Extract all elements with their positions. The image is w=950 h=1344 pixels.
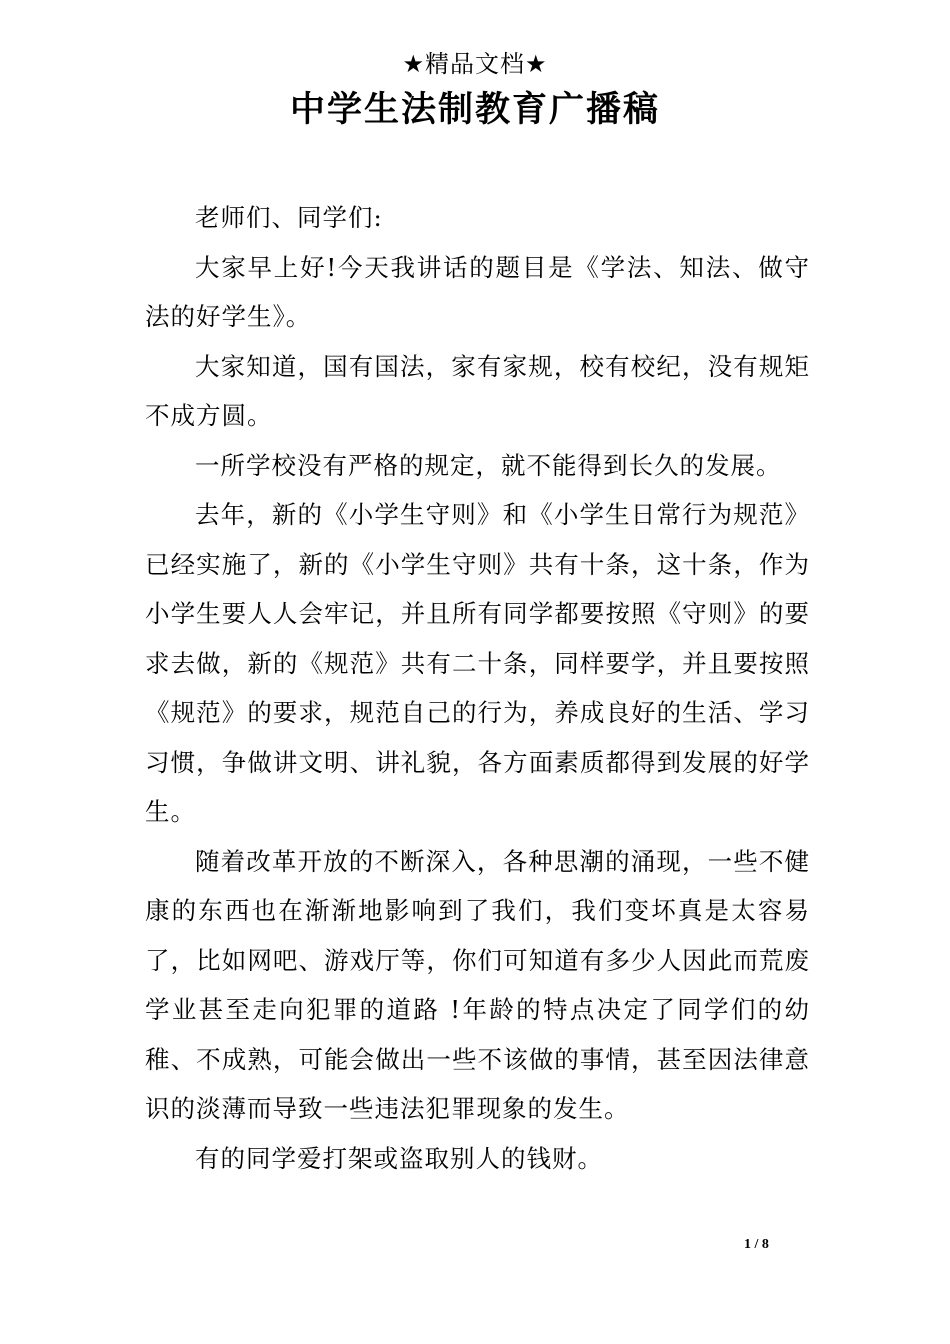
paragraph-rules: 大家知道，国有国法，家有家规，校有校纪，没有规矩不成方圆。	[145, 351, 810, 430]
paragraph-topic: 大家早上好!今天我讲话的题目是《学法、知法、做守法的好学生》。	[145, 252, 810, 331]
paragraph-influence: 随着改革开放的不断深入，各种思潮的涌现，一些不健康的东西也在渐渐地影响到了我们，我们变坏真是太容易了，比如网吧、游戏厅等，你们可知道有多少人因此而荒废学业甚至走向犯罪的道路 !年龄的特点决定了同学们的幼稚、不成熟，可能会做出一些不该做的事情，甚至因法律意识的淡薄而导致一些违法犯罪现象的发生。	[145, 846, 810, 1123]
paragraph-greeting: 老师们、同学们:	[195, 203, 383, 232]
paragraph-behavior: 有的同学爱打架或盗取别人的钱财。	[195, 1143, 603, 1173]
document-title: 中学生法制教育广播稿	[289, 89, 660, 130]
paragraph-school: 一所学校没有严格的规定，就不能得到长久的发展。	[195, 450, 782, 480]
document-body	[145, 193, 810, 1183]
paragraph-codes: 去年，新的《小学生守则》和《小学生日常行为规范》已经实施了，新的《小学生守则》共有十条，这十条，作为小学生要人人会牢记，并且所有同学都要按照《守则》的要求去做，新的《规范》共有二十条，同样要学，并且要按照《规范》的要求，规范自己的行为，养成良好的生活、学习习惯，争做讲文明、讲礼貌，各方面素质都得到发展的好学生。	[145, 500, 810, 826]
page-number: 1 / 8	[744, 1237, 769, 1252]
header-mark: ★精品文档★	[402, 50, 548, 78]
